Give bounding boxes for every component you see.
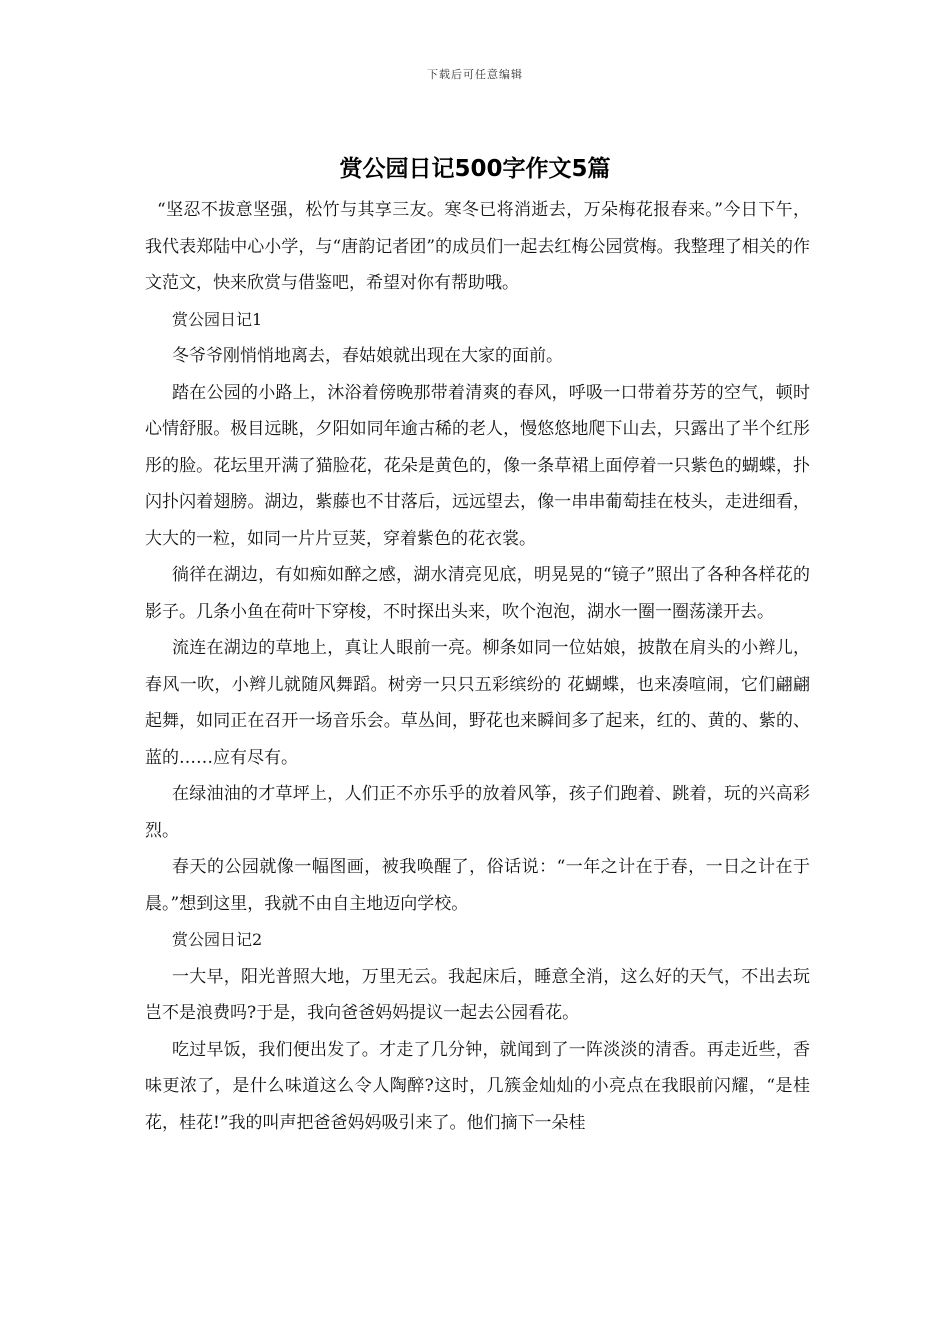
page-header: 下载后可任意编辑 [427, 68, 523, 81]
document-body [145, 192, 810, 1141]
paragraph: 冬爷爷刚悄悄地离去，春姑娘就出现在大家的面前。 [172, 346, 563, 366]
paragraph: 在绿油油的才草坪上，人们正不亦乐乎的放着风筝，孩子们跑着、跳着，玩的兴高彩烈。 [145, 784, 810, 841]
section-heading-2: 赏公园日记2 [172, 930, 263, 949]
paragraph: 踏在公园的小路上，沐浴着傍晚那带着清爽的春风，呼吸一口带着芬芳的空气，顿时心情舒服。极目远眺，夕阳如同年逾古稀的老人，慢悠悠地爬下山去，只露出了半个红彤彤的脸。花坛里开满了猫脸花，花朵是黄色的，像一条草裙上面停着一只紫色的蝴蝶，扑闪扑闪着翅膀。湖边，紫藤也不甘落后，远远望去，像一串串葡萄挂在枝头，走进细看，大大的一粒，如同一片片豆荚，穿着紫色的花衣裳。 [145, 382, 810, 549]
document-title: 赏公园日记500字作文5篇 [339, 156, 611, 182]
paragraph: 流连在湖边的草地上，真让人眼前一亮。柳条如同一位姑娘，披散在肩头的小辫儿，春风一吹，小辫儿就随风舞蹈。树旁一只只五彩缤纷的 花蝴蝶，也来凑喧闹，它们翩翩起舞，如同正在召开一场音乐会。草丛间，野花也来瞬间多了起来，红的、黄的、紫的、蓝的……应有尽有。 [145, 638, 810, 768]
paragraph: 春天的公园就像一幅图画，被我唤醒了，俗话说：“一年之计在于春，一日之计在于晨。”想到这里，我就不由自主地迈向学校。 [145, 857, 810, 914]
paragraph: 徜徉在湖边，有如痴如醉之感，湖水清亮见底，明晃晃的“镜子”照出了各种各样花的影子。几条小鱼在荷叶下穿梭，不时探出头来，吹个泡泡，湖水一圈一圈荡漾开去。 [145, 565, 810, 622]
paragraph: 吃过早饭，我们便出发了。才走了几分钟，就闻到了一阵淡淡的清香。再走近些，香味更浓了，是什么味道这么令人陶醉?这时，几簇金灿灿的小亮点在我眼前闪耀，“是桂花，桂花!”我的叫声把爸爸妈妈吸引来了。他们摘下一朵桂 [145, 1039, 810, 1133]
paragraph: 一大早，阳光普照大地，万里无云。我起床后，睡意全消，这么好的天气，不出去玩岂不是浪费吗?于是，我向爸爸妈妈提议一起去公园看花。 [145, 966, 810, 1023]
intro-paragraph: “坚忍不拔意坚强，松竹与其享三友。寒冬已将消逝去，万朵梅花报春来。”今日下午，我代表郑陆中心小学，与“唐韵记者团”的成员们一起去红梅公园赏梅。我整理了相关的作文范文，快来欣赏与借鉴吧，希望对你有帮助哦。 [145, 200, 810, 293]
section-heading-1: 赏公园日记1 [172, 309, 263, 329]
